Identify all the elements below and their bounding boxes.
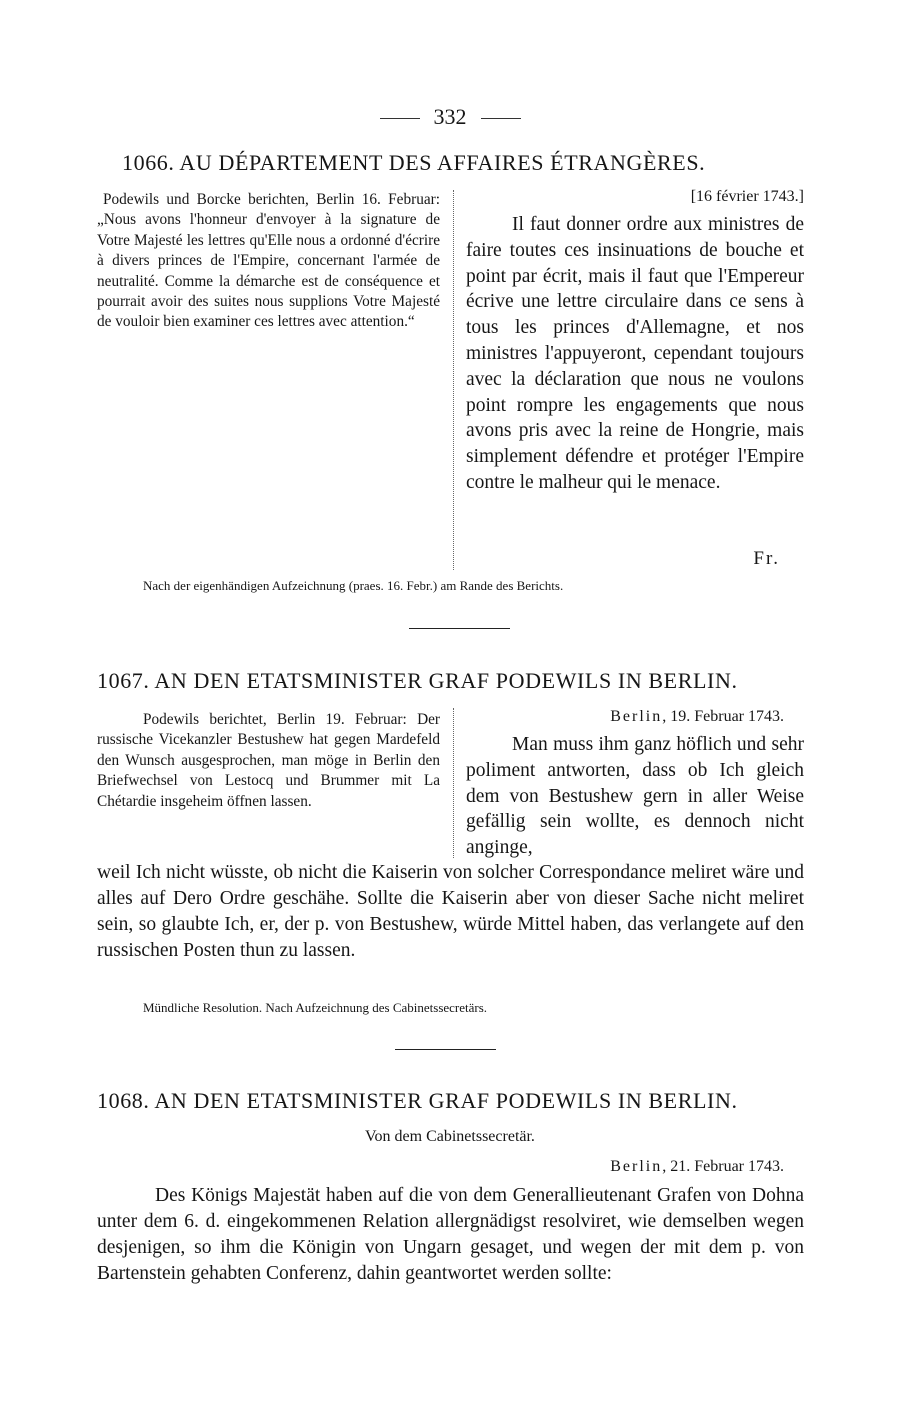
letter-1067-column-divider xyxy=(453,708,454,858)
letter-1066-reply-text: Il faut donner ordre aux ministres de faire toutes ces insinuations de bouche et point par écrit, mais il faut que l'Empereur écrive une lettre circulaire dans ce sens à tous les princes d'Allemagne, et nos ministres l'appuyeront, cependant toujours avec la déclaration que nous ne voulons point rompre les engagements que nous avons pris avec la reine de Hongrie, mais simplement défendre et protéger l'Empire contre le malheur qui le menace. xyxy=(466,214,804,493)
letter-1068-body-text: Des Königs Majestät haben auf die von dem Generallieutenant Grafen von Dohna unter dem 6. d. eingekommenen Relation allergnädigst resolviret, wie demselben wegen desjenigen, so ihm die Königin von Ungarn gesaget, und wegen der mit dem p. von Bartenstein gehabten Conferenz, dahin geantwortet werden sollte: xyxy=(97,1185,804,1284)
letter-1067-reply-continued-text: weil Ich nicht wüsste, ob nicht die Kaiserin von solcher Correspondance meliret wäre und alles auf Dero Ordre geschähe. Sollte die Kaiserin aber von dieser Sache nicht meliret sein, so glaubte Ich, er, der p. von Bestushew, würde Mittel haben, das verlangete auf den russischen Posten thun zu lassen. xyxy=(97,862,804,961)
letter-1067-heading: 1067. AN DEN ETATSMINISTER GRAF PODEWILS IN BERLIN. xyxy=(97,668,738,693)
letter-1068-date: , 21. Februar 1743. xyxy=(662,1158,784,1175)
letter-1066-source-note: Nach der eigenhändigen Aufzeichnung (praes. 16. Febr.) am Rande des Berichts. xyxy=(143,578,564,593)
dash-left xyxy=(380,118,420,119)
letter-1068-place: Berlin xyxy=(610,1158,663,1175)
letter-1066-reply xyxy=(466,212,804,496)
letter-1068-heading: 1068. AN DEN ETATSMINISTER GRAF PODEWILS IN BERLIN. xyxy=(97,1088,738,1113)
separator-rule xyxy=(395,1049,496,1050)
letter-1067-source-note: Mündliche Resolution. Nach Aufzeichnung des Cabinetssecretärs. xyxy=(143,1000,488,1015)
letter-1066-heading: 1066. AU DÉPARTEMENT DES AFFAIRES ÉTRANGÈRES. xyxy=(122,150,706,175)
letter-1066-signature: Fr. xyxy=(753,548,780,569)
letter-1067-summary xyxy=(97,710,440,812)
letter-1067-reply-continued xyxy=(97,860,804,964)
letter-1067-place: Berlin xyxy=(610,708,663,725)
page-number: 332 xyxy=(433,104,467,129)
separator-rule xyxy=(409,628,510,629)
letter-1066-summary-text: Podewils und Borcke berichten, Berlin 16. Februar: „Nous avons l'honneur d'envoyer à la signature de Votre Majesté les lettres qu'Elle nous a ordonné d'écrire à divers princes de l'Empire, concernant l'armée de neutralité. Comme la démarche est de conséquence et pourrait avoir des suites nous supplions Votre Majesté de vouloir bien examiner ces lettres avec attention.“ xyxy=(97,191,440,331)
letter-1066-date: [16 février 1743.] xyxy=(690,188,804,205)
letter-1067-reply-column xyxy=(466,732,804,861)
letter-1067-date: , 19. Februar 1743. xyxy=(662,708,784,725)
letter-1066-summary xyxy=(97,190,440,333)
letter-1067-summary-text: Podewils berichtet, Berlin 19. Februar: Der russische Vicekanzler Bestushew hat gegen Mardefeld den Wunsch ausgesprochen, man möge in Berlin den Briefwechsel von Lestocq und Brummer mit La Chétardie insgeheim öffnen lassen. xyxy=(97,711,440,810)
dash-right xyxy=(481,118,521,119)
letter-1068-body xyxy=(97,1183,804,1287)
letter-1067-reply-column-text: Man muss ihm ganz höflich und sehr poliment antworten, dass ob Ich gleich dem von Bestushew gern in aller Weise gefällig sein wollte, es dennoch nicht anginge, xyxy=(466,734,804,859)
letter-1066-column-divider xyxy=(453,190,454,570)
letter-1067-dateline xyxy=(520,708,784,726)
page-number-line xyxy=(0,104,900,130)
letter-1068-subheading: Von dem Cabinetssecretär. xyxy=(365,1128,535,1145)
letter-1068-dateline xyxy=(500,1158,784,1176)
